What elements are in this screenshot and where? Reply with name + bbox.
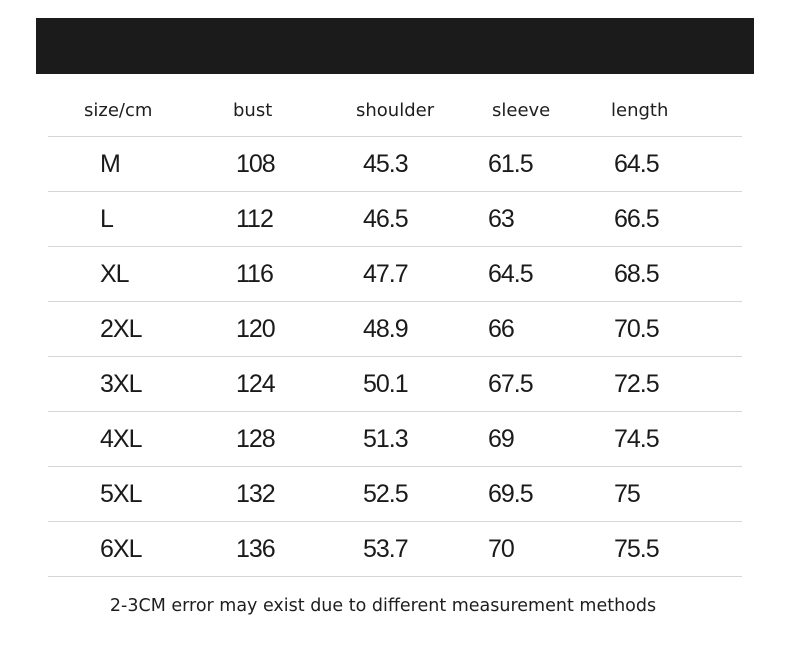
cell-sleeve: 69 (486, 412, 611, 467)
table-header-row (48, 84, 742, 137)
cell-shoulder: 45.3 (356, 137, 486, 192)
cell-length: 75 (611, 467, 742, 522)
cell-length: 74.5 (611, 412, 742, 467)
table-row (48, 522, 742, 577)
cell-shoulder: 46.5 (356, 192, 486, 247)
cell-size: 4XL (48, 412, 233, 467)
cell-length: 75.5 (611, 522, 742, 577)
cell-shoulder: 51.3 (356, 412, 486, 467)
cell-sleeve: 63 (486, 192, 611, 247)
cell-bust: 108 (233, 137, 356, 192)
cell-sleeve: 64.5 (486, 247, 611, 302)
cell-bust: 124 (233, 357, 356, 412)
cell-size: M (48, 137, 233, 192)
table-row (48, 357, 742, 412)
cell-sleeve: 67.5 (486, 357, 611, 412)
cell-bust: 112 (233, 192, 356, 247)
cell-length: 66.5 (611, 192, 742, 247)
measurement-note: 2-3CM error may exist due to different measurement methods (109, 596, 657, 616)
cell-size: L (48, 192, 233, 247)
header-bust: bust (233, 84, 356, 137)
table-row (48, 192, 742, 247)
table-row (48, 302, 742, 357)
cell-shoulder: 52.5 (356, 467, 486, 522)
cell-shoulder: 50.1 (356, 357, 486, 412)
cell-bust: 136 (233, 522, 356, 577)
cell-bust: 128 (233, 412, 356, 467)
cell-shoulder: 53.7 (356, 522, 486, 577)
cell-sleeve: 69.5 (486, 467, 611, 522)
cell-sleeve: 61.5 (486, 137, 611, 192)
cell-size: 2XL (48, 302, 233, 357)
header-sleeve: sleeve (486, 84, 611, 137)
cell-bust: 120 (233, 302, 356, 357)
cell-size: 6XL (48, 522, 233, 577)
cell-sleeve: 70 (486, 522, 611, 577)
cell-bust: 132 (233, 467, 356, 522)
header-length: length (611, 84, 742, 137)
cell-length: 68.5 (611, 247, 742, 302)
cell-shoulder: 48.9 (356, 302, 486, 357)
header-size: size/cm (48, 84, 233, 137)
header-banner (36, 18, 754, 74)
table-body (48, 137, 742, 577)
cell-length: 64.5 (611, 137, 742, 192)
cell-length: 72.5 (611, 357, 742, 412)
table-row (48, 412, 742, 467)
header-shoulder: shoulder (356, 84, 486, 137)
table-row (48, 137, 742, 192)
cell-bust: 116 (233, 247, 356, 302)
cell-size: 5XL (48, 467, 233, 522)
cell-size: 3XL (48, 357, 233, 412)
cell-length: 70.5 (611, 302, 742, 357)
table-row (48, 247, 742, 302)
cell-size: XL (48, 247, 233, 302)
size-chart-table (48, 84, 742, 577)
table-row (48, 467, 742, 522)
cell-sleeve: 66 (486, 302, 611, 357)
cell-shoulder: 47.7 (356, 247, 486, 302)
